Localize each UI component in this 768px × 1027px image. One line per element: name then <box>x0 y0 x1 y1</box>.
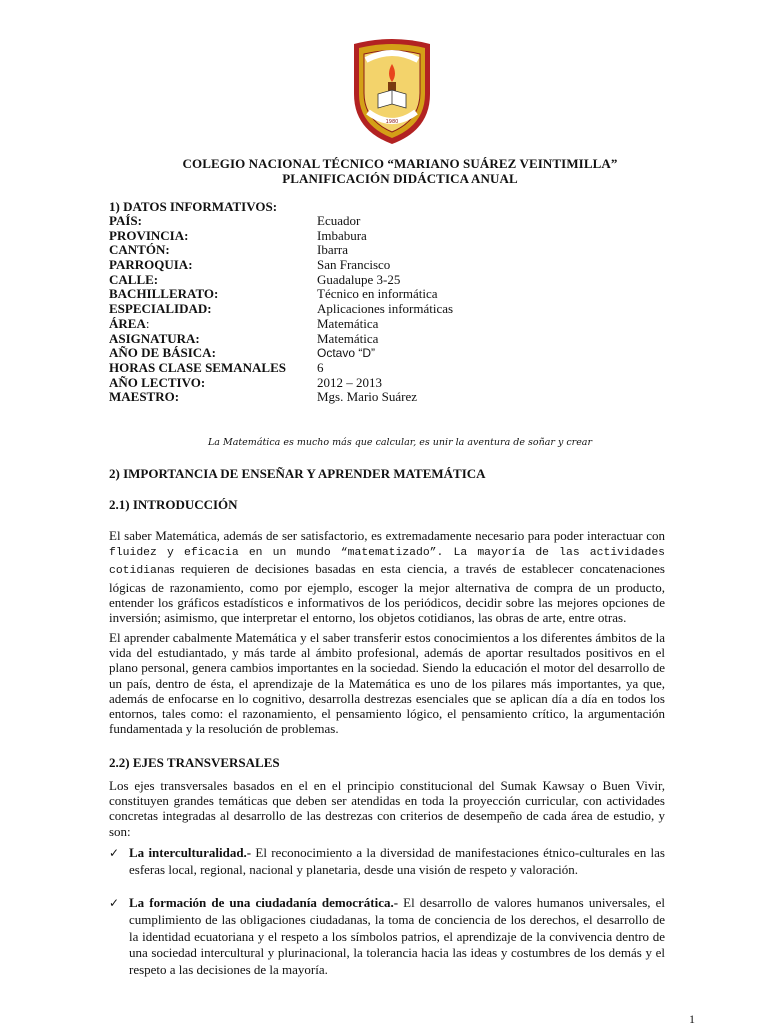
eje-item-text <box>129 845 665 879</box>
info-label-text: ÁREA <box>109 315 146 331</box>
info-label: ESPECIALIDAD: <box>109 301 212 317</box>
info-value: Técnico en informática <box>317 286 438 302</box>
info-row-provincia <box>109 229 453 244</box>
info-row-bachillerato <box>109 287 453 302</box>
info-row-ano-lectivo <box>109 376 453 391</box>
info-label-area <box>109 317 317 332</box>
ejes-intro-paragraph: Los ejes transversales basados en el en el principio constitucional del Sumak Kawsay o Buen Vivir, constituyen grandes temáticas que deben ser atendidas en toda la proyección curricular, con actividades concretas integradas al desarrollo de las destrezas con criterios de desempeño de cada área de estudio, y son: <box>109 778 665 839</box>
document-title: PLANIFICACIÓN DIDÁCTICA ANUAL <box>282 171 518 186</box>
info-row-asignatura <box>109 332 453 347</box>
info-label: MAESTRO: <box>109 389 180 405</box>
eje-item-title: La formación de una ciudadanía democrática.- <box>129 895 399 910</box>
info-row-parroquia <box>109 258 453 273</box>
info-value: Octavo “D” <box>317 346 376 361</box>
info-row-calle <box>109 273 453 288</box>
eje-item-interculturalidad <box>109 845 665 879</box>
info-label: PARROQUIA: <box>109 257 193 273</box>
info-row-maestro <box>109 390 453 405</box>
checkmark-icon: ✓ <box>109 896 120 910</box>
motto-quote: La Matemática es mucho más que calcular, es unir la aventura de soñar y crear <box>207 437 593 448</box>
info-value: San Francisco <box>317 257 391 273</box>
page-number: 1 <box>689 1012 695 1026</box>
info-value: Ibarra <box>317 242 349 258</box>
eje-item-body: El reconocimiento a la diversidad de manifestaciones étnico-culturales en las esferas local, regional, nacional y planetaria, desde una visión de respeto y valoración. <box>129 845 665 877</box>
info-row-ano-basica <box>109 346 453 361</box>
section-heading-introduccion: 2.1) INTRODUCCIÓN <box>109 497 238 512</box>
info-label: CALLE: <box>109 271 159 287</box>
info-row-canton <box>109 243 453 258</box>
info-value: Guadalupe 3-25 <box>317 271 401 287</box>
info-value: Mgs. Mario Suárez <box>317 389 418 405</box>
info-value: Ecuador <box>317 213 361 228</box>
logo-year: 1980 <box>385 119 399 125</box>
info-row-horas <box>109 361 453 376</box>
school-title: COLEGIO NACIONAL TÉCNICO “MARIANO SUÁREZ VEINTIMILLA” <box>182 156 618 171</box>
info-value: 6 <box>317 359 324 375</box>
info-value: Matemática <box>317 315 379 331</box>
eje-item-body: El desarrollo de valores humanos universales, el cumplimiento de las obligaciones ciudadanas, la toma de conciencia de los derechos, el desarrollo de la identidad ecuatoriana y el respeto a los símbolos patrios, el aprendizaje de la convivencia dentro de una sociedad intercultural y plurinacional, la tolerancia hacia las ideas y costumbres de los demás y el respeto a las decisiones de la mayoría. <box>129 895 665 978</box>
info-label: HORAS CLASE SEMANALES <box>109 359 286 375</box>
info-label: AÑO LECTIVO: <box>109 374 206 390</box>
section-heading-ejes: 2.2) EJES TRANSVERSALES <box>109 755 280 770</box>
info-label: ASIGNATURA: <box>109 330 200 346</box>
info-label: PAÍS: <box>109 213 142 228</box>
info-row-pais <box>109 214 453 229</box>
eje-item-text <box>129 895 665 979</box>
info-label: AÑO DE BÁSICA: <box>109 345 216 361</box>
intro-p1-start: El saber Matemática, además de ser satisfactorio, es extremadamente necesario para poder interactuar con <box>109 528 665 543</box>
info-value: Imbabura <box>317 227 367 243</box>
info-value: Aplicaciones informáticas <box>317 301 454 317</box>
intro-paragraph-2: El aprender cabalmente Matemática y el saber transferir estos conocimientos a los diferentes ámbitos de la vida del estudiantado, y más tarde al ámbito profesional, además de aportar resultados positivos en el plano personal, genera cambios importantes en la sociedad. Siendo la educación el motor del desarrollo de un país, dentro de ésta, el aprendizaje de la Matemática es uno de los pilares más importantes, ya que, además de enfocarse en lo cognitivo, desarrolla destrezas esenciales que se aplican día a día en todos los entornos, tales como: el razonamiento, el pensamiento lógico, el pensamiento crítico, la argumentación fundamentada y la resolución de problemas. <box>109 630 665 737</box>
datos-table <box>109 214 453 405</box>
eje-item-title: La interculturalidad.- <box>129 845 252 860</box>
eje-item-ciudadania <box>109 895 665 979</box>
section-heading-importancia: 2) IMPORTANCIA DE ENSEÑAR Y APRENDER MATEMÁTICA <box>109 466 486 481</box>
checkmark-icon: ✓ <box>109 846 120 860</box>
info-label: BACHILLERATO: <box>109 286 219 302</box>
info-row-area <box>109 317 453 332</box>
intro-p1-end: as requieren de decisiones basadas en esta ciencia, a través de establecer concatenaciones lógicas de razonamiento, como por ejemplo, escoger la mejor alternativa de compra de un producto, entender los gráficos estadísticos e informativos de los periódicos, decidir sobre las mejores opciones de inversión; asimismo, que interpretar el entorno, los objetos cotidianos, las obras de arte, entre otras. <box>109 561 665 626</box>
datos-heading: 1) DATOS INFORMATIVOS: <box>109 199 278 214</box>
info-value: Matemática <box>317 330 379 346</box>
school-crest-logo <box>350 38 434 146</box>
info-label: PROVINCIA: <box>109 227 189 243</box>
info-value: 2012 – 2013 <box>317 374 382 390</box>
info-label-colon: : <box>145 315 150 331</box>
intro-paragraph-1 <box>109 528 665 625</box>
info-row-especialidad <box>109 302 453 317</box>
intro-p1-mono: fluidez y eficacia en un mundo “matematizado”. La mayoría de las actividades cotidian <box>109 547 665 578</box>
info-label: CANTÓN: <box>109 242 170 258</box>
